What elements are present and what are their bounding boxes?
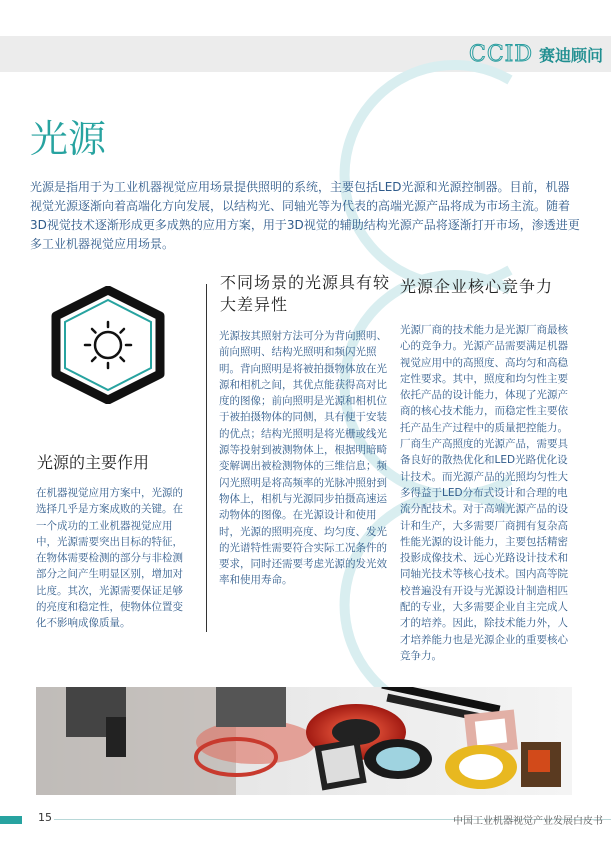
light-source-products-photo — [36, 687, 572, 795]
section-heading-core: 光源企业核心竞争力 — [400, 277, 554, 296]
sun-icon — [46, 286, 170, 404]
footer-accent-bar — [0, 816, 22, 824]
section-heading-role: 光源的主要作用 — [37, 453, 150, 472]
column-divider — [206, 284, 207, 632]
intro-paragraph: 光源是指用于为工业机器视觉应用场景提供照明的系统，主要包括LED光源和光源控制器。目前，机器视觉光源逐渐向着高端化方向发展，以结构光、同轴光等为代表的高端光源产品将成为市场主流。随着3D视觉技术逐渐形成更多成熟的应用方案，用于3D视觉的辅助结构光源产品将逐渐打开市场，渗透进更多工业机器视觉应用场景。 — [30, 180, 580, 251]
page-number: 15 — [38, 811, 52, 824]
section-body-difference: 光源按其照射方法可分为背向照明、前向照明、结构光照明和频闪光照明。背向照明是将被拍摄物体放在光源和相机之间，其优点能获得高对比度的图像；前向照明是光源和相机位于被拍摄物体的同侧，具有便于安装的优点；结构光照明是将光栅或线光源等投射到被测物体上，根据明暗畸变解调出被检测物体的三维信息；频闪光照明是将高频率的光脉冲照射到物体上，相机与光源同步拍摄高速运动物体的图像。在光源设计和使用时，光源的照明亮度、均匀度、发光的光谱特性需要符合实际工况条件的要求，同时还需要考虑光源的发光效率和使用寿命。 — [219, 330, 387, 587]
brand — [469, 40, 603, 68]
brand-logo: CCID — [468, 41, 533, 67]
page-title: 光源 — [30, 117, 107, 161]
section-body-role: 在机器视觉应用方案中，光源的选择几乎是方案成败的关键。在一个成功的工业机器视觉应用中，光源需要突出目标的特征，在物体需要检测的部分与非检测部分之间产生明显区别，增加对比度。其次，光源需要保证足够的亮度和稳定性，使物体位置变化不影响成像质量。 — [36, 487, 183, 630]
brand-name: 赛迪顾问 — [538, 45, 603, 65]
section-heading-difference: 不同场景的光源具有较大差异性 — [220, 273, 391, 314]
footer-doc-title: 中国工业机器视觉产业发展白皮书 — [453, 816, 603, 827]
section-body-core: 光源厂商的技术能力是光源厂商最核心的竞争力。光源产品需要满足机器视觉应用中的高照度、高均匀和高稳定性要求。其中，照度和均匀性主要依托产品的设计能力，体现了光源产商的核心技术能力，而稳定性主要依托产品生产过程中的质量把控能力。厂商生产高照度的光源产品，需要具备良好的散热优化和LED光路优化设计技术。而光源产品的光照均匀性大多得益于LED分布式设计和合理的电流分配技术。对于高端光源产品的设计和生产，大多需要厂商拥有复杂高性能光源的设计能力，主要包括精密投影成像技术、远心光路设计技术和同轴光技术等核心技术。国内高等院校普遍没有开设与光源设计制造相匹配的专业，大多需要企业自主完成人才的培养。因此，除技术能力外，人才培养能力也是光源企业的重要核心竞争力。 — [400, 324, 568, 662]
